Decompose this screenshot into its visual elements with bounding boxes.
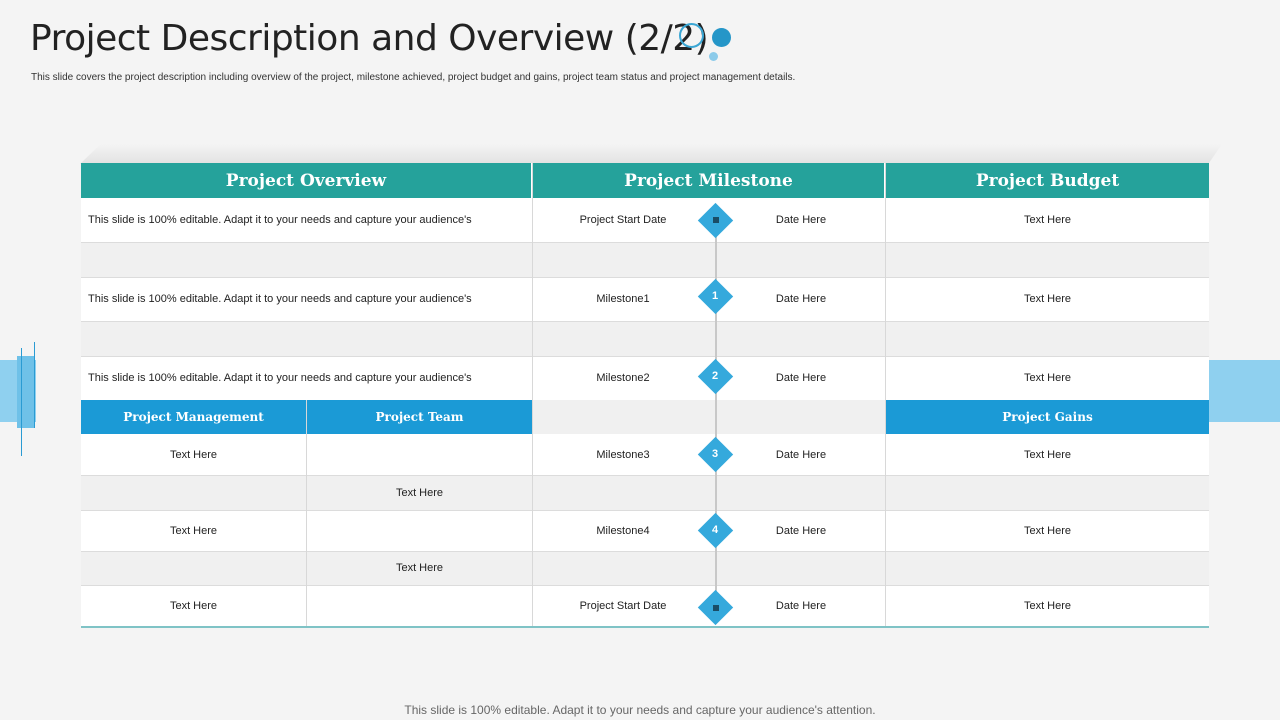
table-top-bevel — [80, 144, 1222, 164]
milestone-3-marker: 3 — [711, 448, 719, 460]
milestone-date-2: Date Here — [775, 372, 827, 384]
milestone-timeline — [715, 215, 717, 610]
left-accent-line — [21, 348, 22, 456]
left-accent-block — [17, 356, 35, 428]
overview-text-2: This slide is 100% editable. Adapt it to your needs and capture your audience's — [88, 293, 472, 305]
milestone-end-square-icon — [713, 605, 719, 611]
decorative-dot-icon — [712, 28, 731, 47]
budget-text-2: Text Here — [1023, 293, 1072, 305]
milestone-name-end: Project Start Date — [579, 599, 667, 612]
right-accent-band — [1208, 360, 1280, 422]
slide-footer: This slide is 100% editable. Adapt it to your needs and capture your audience's attention. — [404, 703, 876, 717]
management-text-2: Text Here — [169, 524, 218, 537]
milestone-name-3: Milestone3 — [596, 448, 650, 461]
decorative-ring-icon — [679, 23, 704, 48]
milestone-2-marker: 2 — [711, 370, 719, 382]
budget-text-3: Text Here — [1023, 372, 1072, 384]
header-project-gains: Project Gains — [886, 400, 1209, 434]
management-text-1: Text Here — [169, 448, 218, 461]
gains-text-3: Text Here — [1023, 599, 1072, 612]
milestone-1-marker: 1 — [711, 290, 719, 302]
team-text-1: Text Here — [395, 486, 444, 499]
milestone-name-1: Milestone1 — [596, 293, 650, 305]
header-project-milestone: Project Milestone — [533, 163, 884, 198]
milestone-date-4: Date Here — [775, 524, 827, 537]
decorative-small-dot-icon — [709, 52, 718, 61]
slide-subtitle: This slide covers the project description including overview of the project, milestone achieved, project budget and gains, project team status and project management details. — [31, 72, 796, 83]
left-accent-line-2 — [34, 342, 35, 428]
header-project-team: Project Team — [307, 400, 532, 434]
overview-text-3: This slide is 100% editable. Adapt it to your needs and capture your audience's — [88, 372, 472, 384]
header-project-overview: Project Overview — [81, 163, 531, 198]
table-bottom-border — [81, 626, 1209, 628]
milestone-date-1: Date Here — [775, 293, 827, 305]
milestone-date-start: Date Here — [775, 214, 827, 226]
slide-title: Project Description and Overview (2/2) — [30, 18, 709, 59]
gains-text-1: Text Here — [1023, 448, 1072, 461]
milestone-4-marker: 4 — [711, 524, 719, 536]
header-project-budget: Project Budget — [886, 163, 1209, 198]
milestone-name-2: Milestone2 — [596, 372, 650, 384]
overview-table — [81, 163, 1209, 628]
budget-text-1: Text Here — [1023, 214, 1072, 226]
milestone-name-start: Project Start Date — [579, 214, 667, 226]
milestone-start-square-icon — [713, 217, 719, 223]
milestone-date-end: Date Here — [775, 599, 827, 612]
overview-text-1: This slide is 100% editable. Adapt it to your needs and capture your audience's — [88, 214, 472, 226]
milestone-name-4: Milestone4 — [596, 524, 650, 537]
gains-text-2: Text Here — [1023, 524, 1072, 537]
header-project-management: Project Management — [81, 400, 306, 434]
team-text-2: Text Here — [395, 562, 444, 574]
milestone-date-3: Date Here — [775, 448, 827, 461]
management-text-3: Text Here — [169, 599, 218, 612]
